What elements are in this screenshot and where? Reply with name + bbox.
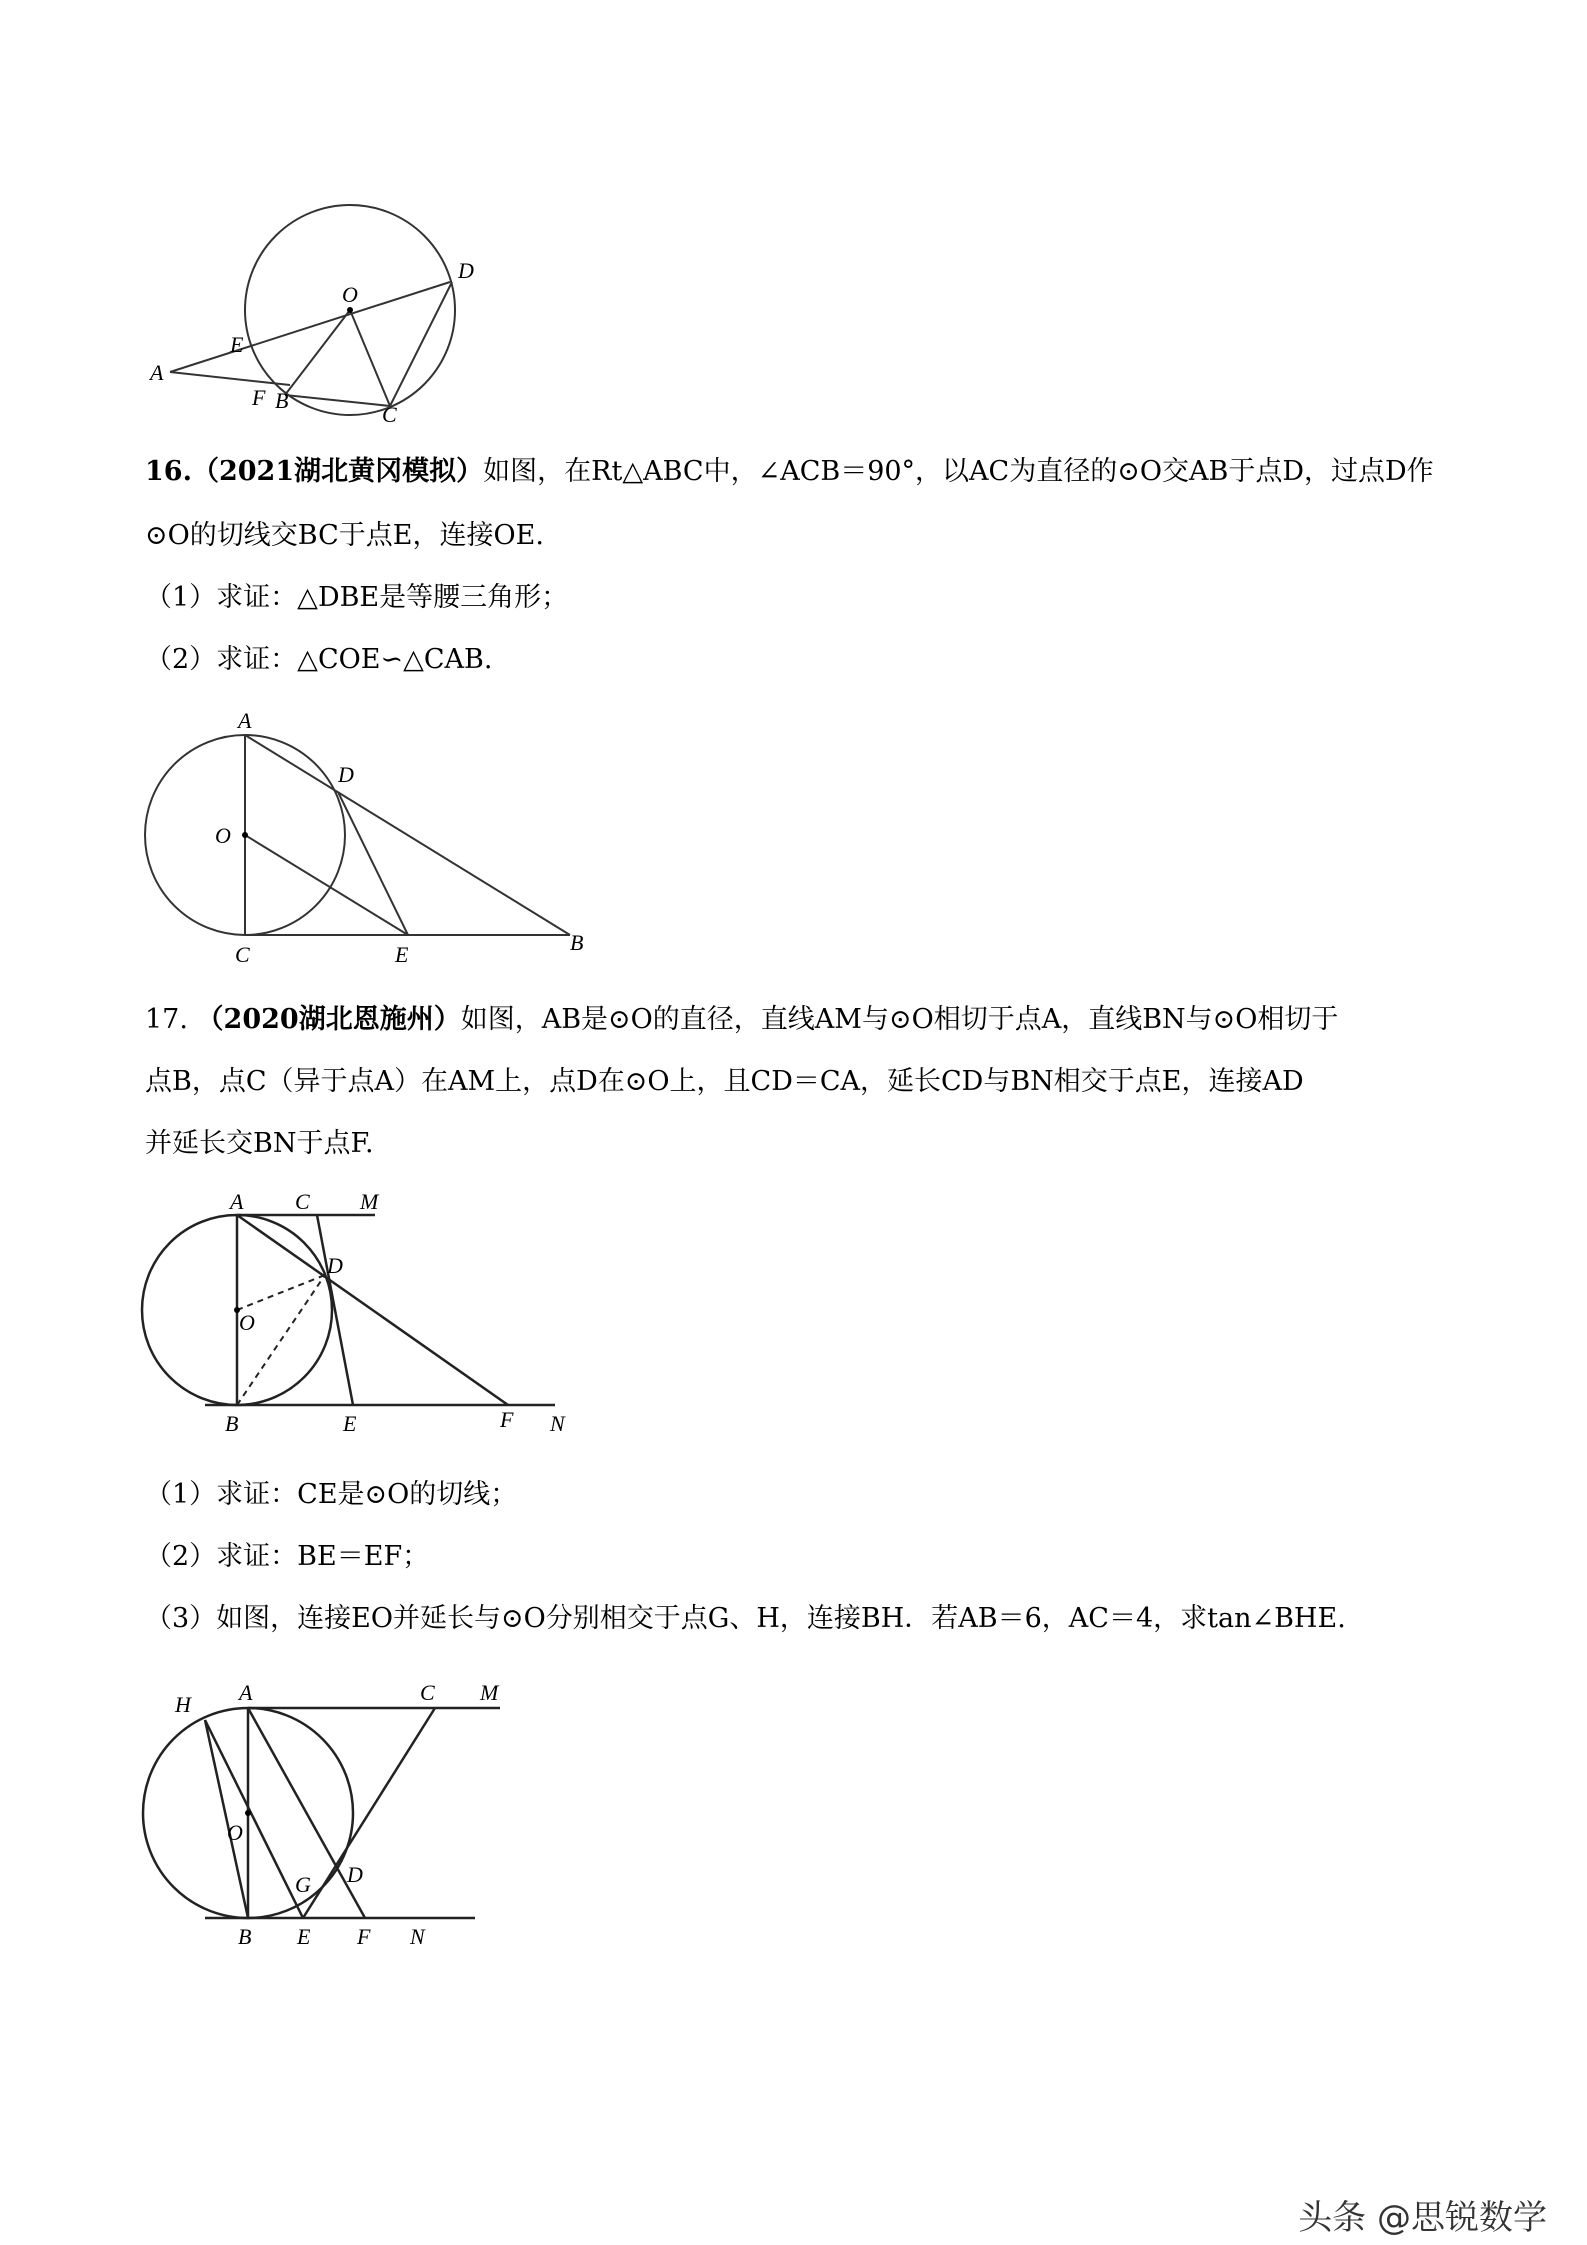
q17f1-label-d: D <box>327 1253 343 1278</box>
label-b: B <box>275 388 289 413</box>
q17-part2: （2）求证：BE＝EF； <box>145 1541 430 1572</box>
label-c: C <box>382 402 397 427</box>
label-a: A <box>150 360 164 385</box>
q17f1-label-c: C <box>295 1189 310 1214</box>
q17f2-label-f: F <box>357 1924 371 1949</box>
q16-source: （2021湖北黄冈模拟） <box>191 456 484 487</box>
label-d: D <box>458 258 474 283</box>
q17f1-label-a: A <box>230 1189 244 1214</box>
q16-line1 <box>145 452 1434 492</box>
q17-part1: （1）求证：CE是⊙O的切线； <box>145 1479 518 1510</box>
q17-part3: （3）如图，连接EO并延长与⊙O分别相交于点G、H，连接BH．若AB＝6，AC＝4，求tan∠BHE. <box>145 1603 1346 1634</box>
label-e: E <box>230 332 244 357</box>
q17-source: （2020湖北恩施州） <box>196 1004 461 1035</box>
q16-label-d: D <box>338 762 354 787</box>
q17f2-label-m: M <box>480 1680 499 1705</box>
watermark: 头条 @思锐数学 <box>1298 2198 1547 2238</box>
q17f2-label-h: H <box>175 1692 191 1717</box>
q17f2-label-a: A <box>239 1680 253 1705</box>
q16-label-b: B <box>570 930 584 955</box>
q17-line2: 点B，点C（异于点A）在AM上，点D在⊙O上，且CD＝CA，延长CD与BN相交于点E，连接AD <box>145 1066 1304 1097</box>
q17f2-label-d: D <box>347 1862 363 1887</box>
q17f2-label-g: G <box>295 1872 311 1897</box>
q17f2-label-n: N <box>410 1924 425 1949</box>
q17-line3: 并延长交BN于点F. <box>145 1128 374 1159</box>
figure-q16 <box>130 700 600 970</box>
q17f1-label-o: O <box>239 1310 255 1335</box>
figure-circle-secant <box>140 190 500 430</box>
q17f2-label-e: E <box>297 1924 311 1949</box>
q16-label-a: A <box>238 708 252 733</box>
q16-part1: （1）求证：△DBE是等腰三角形； <box>145 582 569 613</box>
q16-label-e: E <box>395 942 409 967</box>
q17f2-label-c: C <box>420 1680 435 1705</box>
q17f1-label-m: M <box>360 1189 379 1214</box>
q17f2-label-b: B <box>238 1924 252 1949</box>
q17f1-label-n: N <box>550 1411 565 1436</box>
q16-label-o: O <box>215 823 231 848</box>
q17f1-label-f: F <box>500 1407 514 1432</box>
q16-part2: （2）求证：△COE∽△CAB. <box>145 644 493 675</box>
label-o: O <box>342 282 358 307</box>
q17f1-label-b: B <box>225 1411 239 1436</box>
q17-line1 <box>145 1000 1338 1040</box>
q16-number: 16. <box>145 456 192 487</box>
q16-label-c: C <box>235 942 250 967</box>
q17f1-label-e: E <box>343 1411 357 1436</box>
label-f: F <box>252 385 266 410</box>
figure-q17-2 <box>135 1670 555 1960</box>
q17f2-label-o: O <box>227 1820 243 1845</box>
figure-q17-1 <box>135 1189 595 1436</box>
q16-line2: ⊙O的切线交BC于点E，连接OE. <box>145 520 544 551</box>
q17-number: 17. <box>145 1004 188 1035</box>
q17-text1: 如图，AB是⊙O的直径，直线AM与⊙O相切于点A，直线BN与⊙O相切于 <box>460 1004 1339 1035</box>
q16-text1: 如图，在Rt△ABC中，∠ACB＝90°，以AC为直径的⊙O交AB于点D，过点D作 <box>483 456 1434 487</box>
